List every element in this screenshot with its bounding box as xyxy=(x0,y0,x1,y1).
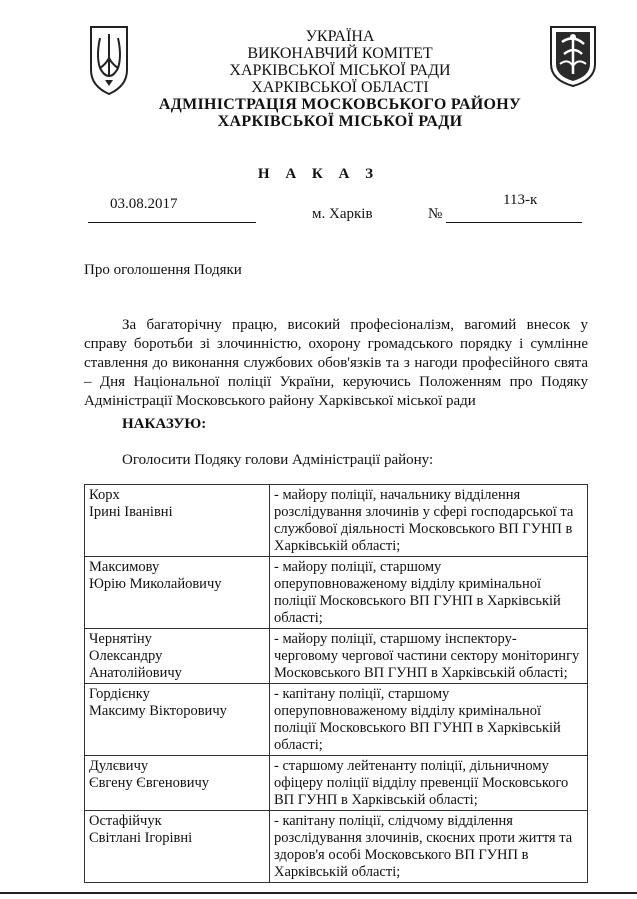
recipient-name-cell xyxy=(85,557,270,629)
recipient-description-line: поліції Московського ВП ГУНП в Харківській xyxy=(274,720,561,736)
recipient-description-line: розслідування злочинів, скоєних проти життя та xyxy=(274,830,573,846)
recipient-description-line: - капітану поліції, слідчому відділення xyxy=(274,813,513,829)
header-line: ВИКОНАВЧИЙ КОМІТЕТ xyxy=(247,45,433,62)
header-line: УКРАЇНА xyxy=(305,28,375,45)
body-paragraph-text: За багаторічну працю, високий професіоналізм, вагомий внесок у справу боротьби зі злочинністю, охорону громадського порядку і сумлінне ставлення до виконання службових обов'язків та з нагоди професійного свята – Дня Національної поліції України, керуючись Положенням про Подяку Адміністрації Московського району Харківської міської ради xyxy=(84,317,588,409)
recipient-description-line: офіцеру поліції відділу превенції Московського xyxy=(274,775,569,791)
number-sign: № xyxy=(428,206,443,222)
header-line: ХАРКІВСЬКОЇ МІСЬКОЇ РАДИ xyxy=(229,62,451,79)
number-underline xyxy=(446,222,582,223)
recipient-description-cell xyxy=(270,629,588,684)
recipient-name-cell xyxy=(85,756,270,811)
table-row xyxy=(85,629,588,684)
recipient-description-cell xyxy=(270,684,588,756)
recipient-name-line: Дулєвичу xyxy=(89,758,149,774)
recipient-description-line: оперуповноваженому відділу кримінальної xyxy=(274,703,541,719)
table-row xyxy=(85,557,588,629)
recipient-name-line: Юрію Миколайовичу xyxy=(89,576,222,592)
recipient-description-cell xyxy=(270,756,588,811)
recipient-description-line: Московського ВП ГУНП в Харківській області; xyxy=(274,665,568,681)
order-word: НАКАЗУЮ: xyxy=(122,416,207,432)
date-underline xyxy=(88,222,256,223)
kharkiv-coat-of-arms-icon xyxy=(548,24,598,88)
table-row xyxy=(85,811,588,883)
document-subject: Про оголошення Подяки xyxy=(84,262,242,278)
recipient-name-cell xyxy=(85,485,270,557)
recipients-table xyxy=(84,484,588,883)
recipient-description-line: - майору поліції, старшому xyxy=(274,559,442,575)
recipient-name-line: Євгену Євгеновичу xyxy=(89,775,210,791)
recipient-name-line: Світлані Ігорівні xyxy=(89,830,193,846)
recipient-description-cell xyxy=(270,557,588,629)
letterhead xyxy=(140,28,540,130)
recipient-name-line: Гордієнку xyxy=(89,686,150,702)
document-title: Н А К А З xyxy=(257,166,380,182)
document-number: 113-к xyxy=(503,192,538,208)
document-city: м. Харків xyxy=(312,206,373,222)
recipient-name-line: Олександру xyxy=(89,648,163,664)
recipient-name-cell xyxy=(85,629,270,684)
recipient-description-line: службової діяльності Московського ВП ГУНП в xyxy=(274,521,573,537)
recipient-name-line: Чернятіну xyxy=(89,631,152,647)
recipient-description-line: розслідування злочинів у сфері господарської та xyxy=(274,504,574,520)
recipient-name-cell xyxy=(85,684,270,756)
recipient-description-line: - капітану поліції, старшому xyxy=(274,686,450,702)
recipient-description-line: здоров'я особі Московського ВП ГУНП в xyxy=(274,847,529,863)
recipient-name-line: Максиму Вікторовичу xyxy=(89,703,227,719)
page-bottom-edge xyxy=(0,892,637,894)
recipient-description-line: оперуповноваженому відділу кримінальної xyxy=(274,576,541,592)
recipient-description-line: ВП ГУНП в Харківській області; xyxy=(274,792,478,808)
recipient-name-line: Анатолійовичу xyxy=(89,665,182,681)
recipient-description-line: - старшому лейтенанту поліції, дільничному xyxy=(274,758,549,774)
recipient-description-line: Харківській області; xyxy=(274,538,401,554)
recipient-description-line: черговому чергової частини сектору моніторингу xyxy=(274,648,580,664)
recipient-description-cell xyxy=(270,485,588,557)
table-row xyxy=(85,756,588,811)
trident-emblem-icon xyxy=(88,24,130,96)
recipient-name-cell xyxy=(85,811,270,883)
document-date: 03.08.2017 xyxy=(110,196,178,212)
recipient-description-line: поліції Московського ВП ГУНП в Харківській xyxy=(274,593,561,609)
recipient-description-line: - майору поліції, начальнику відділення xyxy=(274,487,521,503)
header-line: ХАРКІВСЬКОЇ ОБЛАСТІ xyxy=(251,79,429,96)
header-bold-line: АДМІНІСТРАЦІЯ МОСКОВСЬКОГО РАЙОНУ xyxy=(158,96,522,113)
announce-line: Оголосити Подяку голови Адміністрації району: xyxy=(122,452,434,468)
recipient-name-line: Корх xyxy=(89,487,120,503)
recipient-description-line: області; xyxy=(274,737,323,753)
recipient-description-cell xyxy=(270,811,588,883)
recipient-description-line: області; xyxy=(274,610,323,626)
recipient-description-line: - майору поліції, старшому інспектору- xyxy=(274,631,517,647)
table-row xyxy=(85,485,588,557)
body-paragraph xyxy=(84,316,588,411)
recipient-name-line: Максимову xyxy=(89,559,160,575)
recipient-description-line: Харківській області; xyxy=(274,864,401,880)
recipient-name-line: Остафійчук xyxy=(89,813,162,829)
header-bold-line: ХАРКІВСЬКОЇ МІСЬКОЇ РАДИ xyxy=(217,113,463,130)
table-row xyxy=(85,684,588,756)
recipient-name-line: Ірині Іванівні xyxy=(89,504,173,520)
